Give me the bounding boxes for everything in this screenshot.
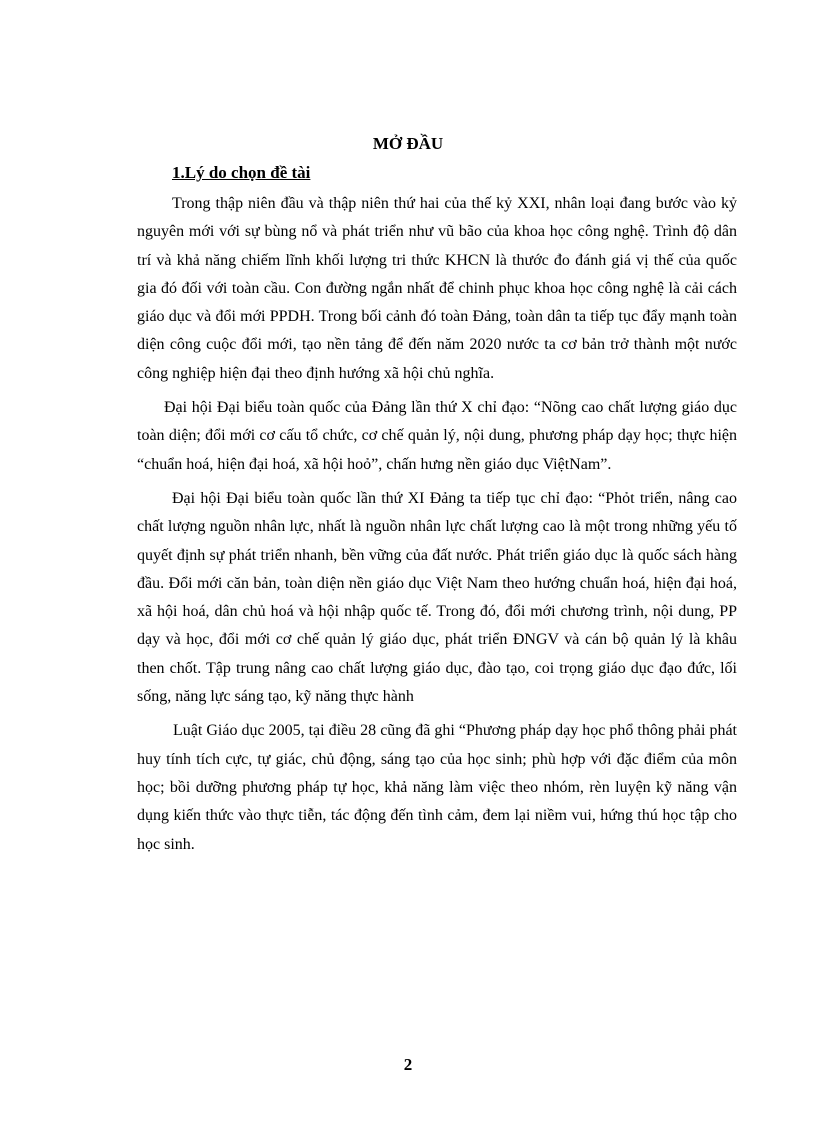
page-title: MỞ ĐẦU [372, 134, 444, 153]
section-heading: 1.Lý do chọn đề tài [172, 163, 311, 182]
page-number: 2 [403, 1055, 413, 1074]
paragraph-3: Đại hội Đại biểu toàn quốc lần thứ XI Đảng ta tiếp tục chỉ đạo: “Phỏt triển, nâng cao chất lượng nguồn nhân lực, nhất là nguồn nhân lực chất lượng cao là một trong những yếu tố quyết định sự phát triển nhanh, bền vững của đất nước. Phát triển giáo dục là quốc sách hàng đầu. Đổi mới căn bản, toàn diện nền giáo dục Việt Nam theo hướng chuẩn hoá, hiện đại hoá, xã hội hoá, dân chủ hoá và hội nhập quốc tế. Trong đó, đổi mới chương trình, nội dung, PP dạy và học, đổi mới cơ chế quản lý giáo dục, phát triển ĐNGV và cán bộ quản lý là khâu then chốt. Tập trung nâng cao chất lượng giáo dục, đào tạo, coi trọng giáo dục đạo đức, lối sống, năng lực sáng tạo, kỹ năng thực hành [137, 489, 737, 706]
paragraph-1: Trong thập niên đầu và thập niên thứ hai của thế kỷ XXI, nhân loại đang bước vào kỷ nguyên mới với sự bùng nổ và phát triển như vũ bão của khoa học công nghệ. Trình độ dân trí và khả năng chiếm lĩnh khối lượng tri thức KHCN là thước đo đánh giá vị thế của quốc gia đó đối với toàn cầu. Con đường ngắn nhất để chinh phục khoa học công nghệ là cải cách giáo dục và đổi mới PPDH. Trong bối cảnh đó toàn Đảng, toàn dân ta tiếp tục đẩy mạnh toàn diện công cuộc đổi mới, tạo nền tảng để đến năm 2020 nước ta cơ bản trở thành một nước công nghiệp hiện đại theo định hướng xã hội chủ nghĩa. [137, 195, 737, 382]
body-text [137, 190, 737, 865]
paragraph-2: Đại hội Đại biểu toàn quốc của Đảng lần thứ X chỉ đạo: “Nõng cao chất lượng giáo dục toàn diện; đổi mới cơ cấu tổ chức, cơ chế quản lý, nội dung, phương pháp dạy học; thực hiện “chuẩn hoá, hiện đại hoá, xã hội hoỏ”, chấn hưng nền giáo dục ViệtNam”. [137, 399, 737, 473]
paragraph-4: Luật Giáo dục 2005, tại điều 28 cũng đã ghi “Phương pháp dạy học phổ thông phải phát huy tính tích cực, tự giác, chủ động, sáng tạo của học sinh; phù hợp với đặc điểm của môn học; bồi dưỡng phương pháp tự học, khả năng làm việc theo nhóm, rèn luyện kỹ năng vận dụng kiến thức vào thực tiễn, tác động đến tình cảm, đem lại niềm vui, hứng thú học tập cho học sinh. [137, 722, 737, 853]
